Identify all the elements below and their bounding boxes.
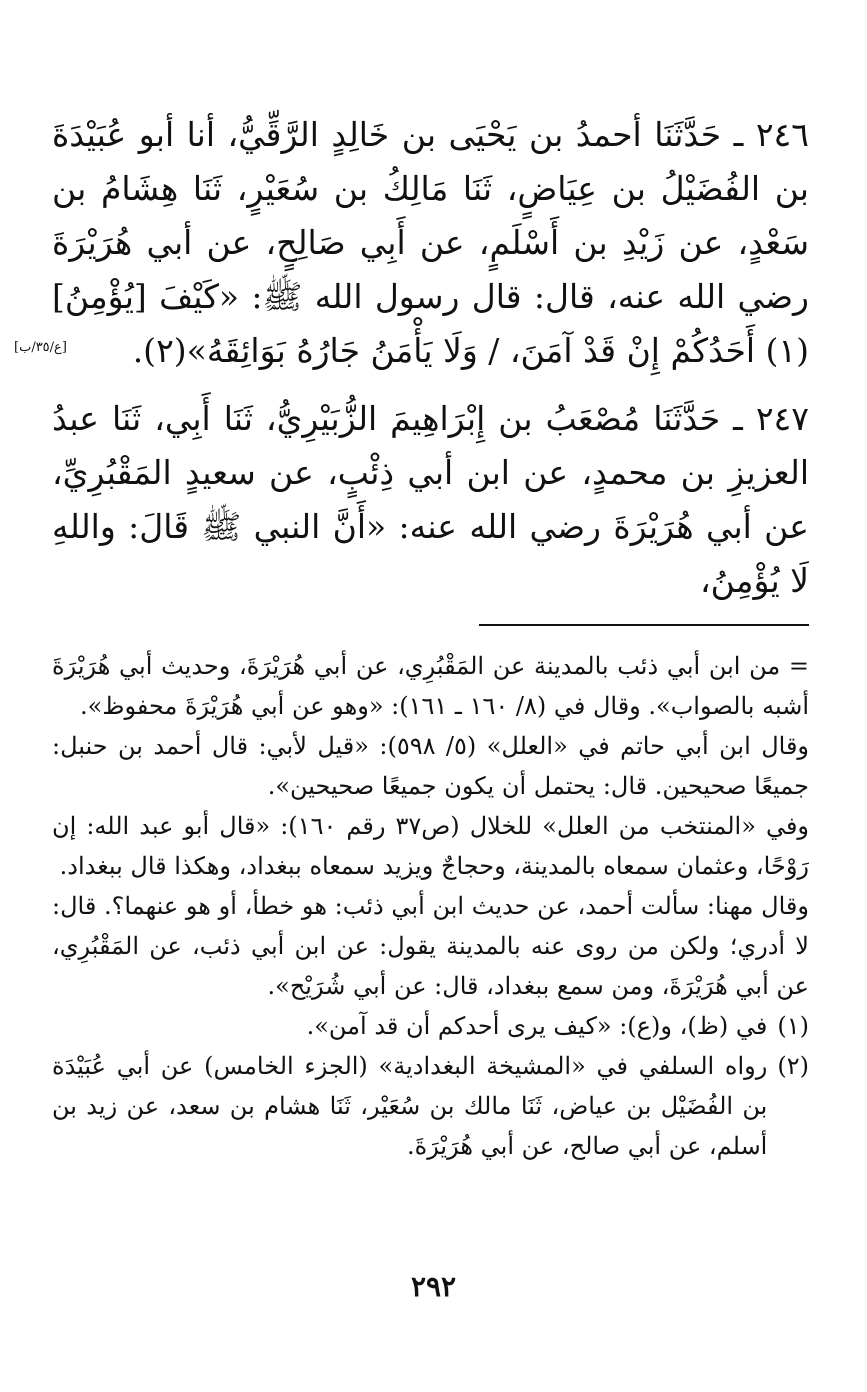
hadith-246: ٢٤٦ ـ حَدَّثَنَا أحمدُ بن يَحْيَى بن خَالِدٍ الرَّقِّيُّ، أنا أبو عُبَيْدَةَ بن الفُضَيْلُ بن عِيَاضٍ، ثَنَا مَالِكُ بن سُعَيْرٍ، ثَنَا هِشَامُ بن سَعْدٍ، عن زَيْدِ بن أَسْلَمٍ، عن أَبِي صَالِحٍ، عن أبي هُرَيْرَةَ رضي الله عنه، قال: قال رسول الله ﷺ: «كَيْفَ [يُؤْمِنُ](١) أَحَدُكُمْ إِنْ قَدْ آمَنَ، / وَلَا يَأْمَنُ جَارُهُ بَوَائِقَهُ»(٢). — [52, 115, 809, 370]
footnote-text: رواه السلفي في «المشيخة البغدادية» (الجزء الخامس) عن أبي عُبَيْدَة بن الفُضَيْل بن عياض، ثَنَا مالك بن سُعَيْر، ثَنَا هشام بن سعد، عن زيد بن أسلم، عن أبي صالح، عن أبي هُرَيْرَةَ. — [52, 1052, 768, 1160]
footnotes — [52, 646, 809, 1166]
hadith-247: ٢٤٧ ـ حَدَّثَنَا مُصْعَبُ بن إِبْرَاهِيمَ الزُّبَيْرِيُّ، ثَنَا أَبِي، ثَنَا عبدُ العزيزِ بن محمدٍ، عن ابن أبي ذِئْبٍ، عن سعيدٍ المَقْبُرِيِّ، عن أبي هُرَيْرَةَ رضي الله عنه: «أَنَّ النبي ﷺ قَالَ: واللهِ لَا يُؤْمِنُ، — [52, 399, 809, 600]
footnote-continuation: = من ابن أبي ذئب بالمدينة عن المَقْبُرِي، عن أبي هُرَيْرَةَ، وحديث أبي هُرَيْرَةَ أشبه بالصواب». وقال في (٨/ ١٦٠ ـ ١٦١): «وهو عن أبي هُرَيْرَةَ محفوظ». — [52, 652, 810, 720]
footnote-number: (١) — [777, 1012, 809, 1040]
footnote-separator — [479, 624, 809, 626]
footnote-paragraph: وقال مهنا: سألت أحمد، عن حديث ابن أبي ذئب: هو خطأ، أو هو عنهما؟. قال: لا أدري؛ ولكن من روى عنه بالمدينة يقول: عن ابن أبي ذئب، عن المَقْبُرِي، عن أبي هُرَيْرَةَ، ومن سمع ببغداد، قال: عن أبي شُرَيْح». — [52, 892, 809, 1000]
main-text — [52, 108, 809, 608]
page-number: ٢٩٢ — [410, 1270, 457, 1303]
footnote-paragraph: وفي «المنتخب من العلل» للخلال (ص٣٧ رقم ١٦٠): «قال أبو عبد الله: إن رَوْحًا، وعثمان سمعاه بالمدينة، وحجاجٌ ويزيد سمعاه ببغداد، وهكذا قال ببغداد. — [52, 812, 810, 880]
footnote-1 — [52, 1006, 809, 1046]
footnote-text: في (ظ)، و(ع): «كيف يرى أحدكم أن قد آمن». — [306, 1012, 768, 1040]
footnote-number: (٢) — [777, 1052, 809, 1080]
footnote-paragraph: وقال ابن أبي حاتم في «العلل» (٥/ ٥٩٨): «قيل لأبي: قال أحمد بن حنبل: جميعًا صحيحين. قال: يحتمل أن يكون جميعًا صحيحين». — [52, 732, 810, 800]
footnote-2 — [52, 1046, 809, 1166]
manuscript-marker: [ع/٣٥/ب] — [14, 340, 67, 355]
